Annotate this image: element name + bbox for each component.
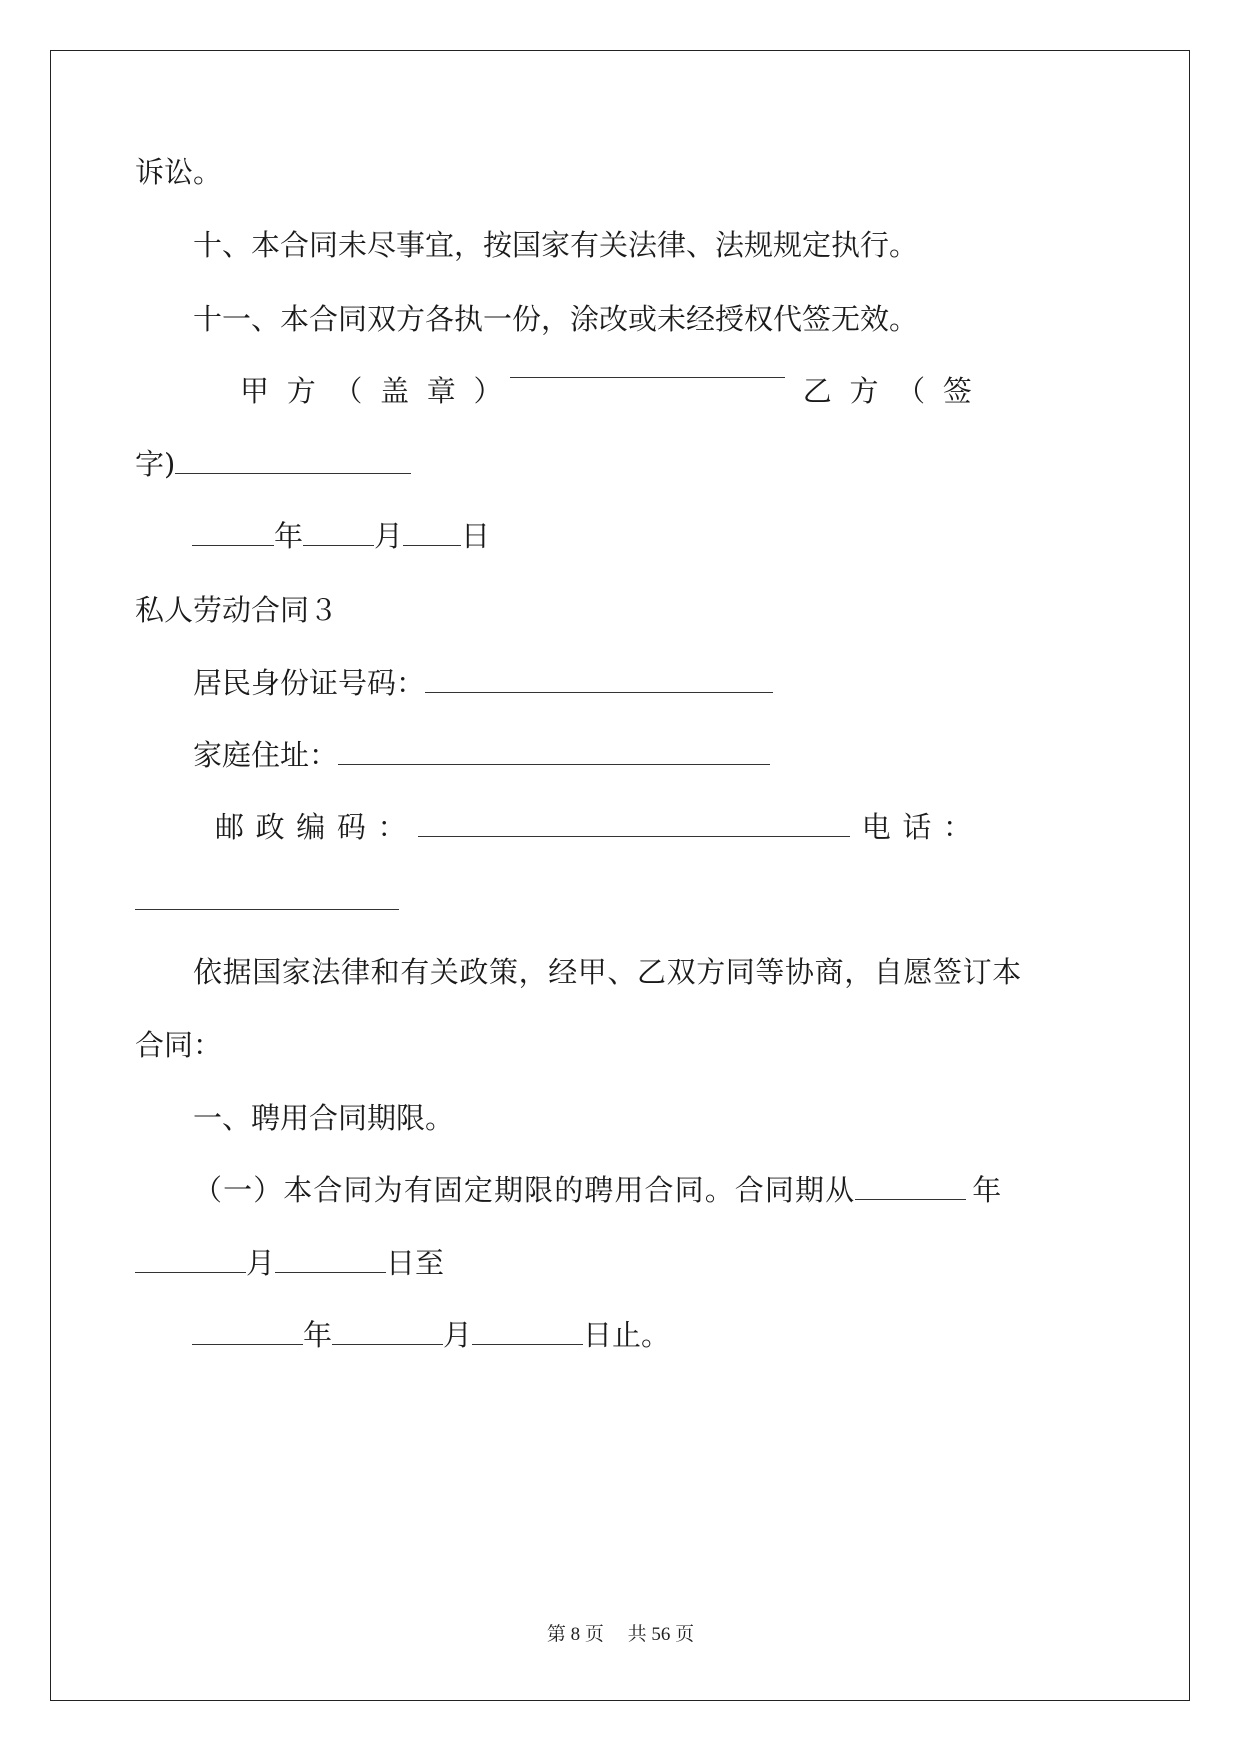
term-year2-label: 年 <box>303 1318 333 1352</box>
term-start-day-blank[interactable] <box>275 1272 386 1273</box>
term-start-year-blank[interactable] <box>855 1199 966 1200</box>
term-month-label: 月 <box>246 1246 276 1280</box>
year-label: 年 <box>274 519 304 553</box>
clause-eleven: 十一、本合同双方各执一份，涂改或未经授权代签无效。 <box>193 302 919 336</box>
signature-line <box>240 374 972 408</box>
term-end-year-blank[interactable] <box>192 1344 303 1345</box>
party-b-sign-blank[interactable] <box>175 473 411 474</box>
party-b-sign-label: 字) <box>135 447 176 481</box>
postcode-char: ： <box>377 810 407 844</box>
intro-paragraph-line1 <box>193 955 1022 989</box>
term-line2 <box>135 1246 445 1280</box>
page-border <box>50 50 1190 1701</box>
party-a-char: ） <box>473 374 503 408</box>
party-a-char: （ <box>333 374 363 408</box>
postcode-char: 政 <box>255 810 285 844</box>
phone-char: 话 <box>902 810 932 844</box>
party-b-char: 签 <box>942 374 972 408</box>
address-line <box>193 738 770 772</box>
section-one-heading: 一、聘用合同期限。 <box>193 1101 455 1135</box>
month-blank[interactable] <box>303 545 374 546</box>
phone-blank[interactable] <box>135 909 399 910</box>
postcode-char: 邮 <box>215 810 245 844</box>
id-number-line <box>193 666 773 700</box>
page-number-footer: 第 8 页 共 56 页 <box>546 1624 695 1645</box>
postcode-char: 编 <box>296 810 326 844</box>
term-end-label: 日止。 <box>583 1318 671 1352</box>
intro-paragraph-line2: 合同： <box>135 1028 223 1062</box>
postcode-blank[interactable] <box>418 836 850 837</box>
phone-char: ： <box>942 810 972 844</box>
party-b-char: （ <box>896 374 926 408</box>
party-a-char: 盖 <box>380 374 410 408</box>
paragraph-lawsuit: 诉讼。 <box>135 155 223 189</box>
contract-heading: 私人劳动合同３ <box>135 593 339 627</box>
postcode-phone-line <box>215 810 972 844</box>
party-b-char: 乙 <box>802 374 832 408</box>
date-line <box>192 519 491 553</box>
party-a-char: 甲 <box>240 374 270 408</box>
party-a-seal-blank[interactable] <box>510 377 785 378</box>
term-day-to-label: 日至 <box>386 1246 445 1280</box>
party-a-char: 方 <box>286 374 316 408</box>
address-label: 家庭住址： <box>193 738 339 772</box>
intro-text: 依据国家法律和有关政策，经甲、乙双方同等协商，自愿签订本 <box>193 955 1022 989</box>
address-blank[interactable] <box>338 764 770 765</box>
term-end-day-blank[interactable] <box>472 1344 583 1345</box>
clause-ten: 十、本合同未尽事宜，按国家有关法律、法规规定执行。 <box>193 228 919 262</box>
term-year-label: 年 <box>972 1173 1002 1207</box>
term-month2-label: 月 <box>443 1318 473 1352</box>
id-number-label: 居民身份证号码： <box>193 666 426 700</box>
day-label: 日 <box>461 519 491 553</box>
term-start-month-blank[interactable] <box>135 1272 246 1273</box>
party-b-sign-line <box>135 447 411 481</box>
term-text: （一）本合同为有固定期限的聘用合同。合同期从 <box>193 1173 856 1207</box>
phone-char: 电 <box>861 810 891 844</box>
year-blank[interactable] <box>192 545 274 546</box>
id-number-blank[interactable] <box>425 692 773 693</box>
term-line1 <box>193 1173 1002 1207</box>
term-end-month-blank[interactable] <box>332 1344 443 1345</box>
postcode-char: 码 <box>336 810 366 844</box>
party-a-char: 章 <box>426 374 456 408</box>
term-line3 <box>192 1318 671 1352</box>
day-blank[interactable] <box>403 545 461 546</box>
month-label: 月 <box>374 519 404 553</box>
party-b-char: 方 <box>849 374 879 408</box>
